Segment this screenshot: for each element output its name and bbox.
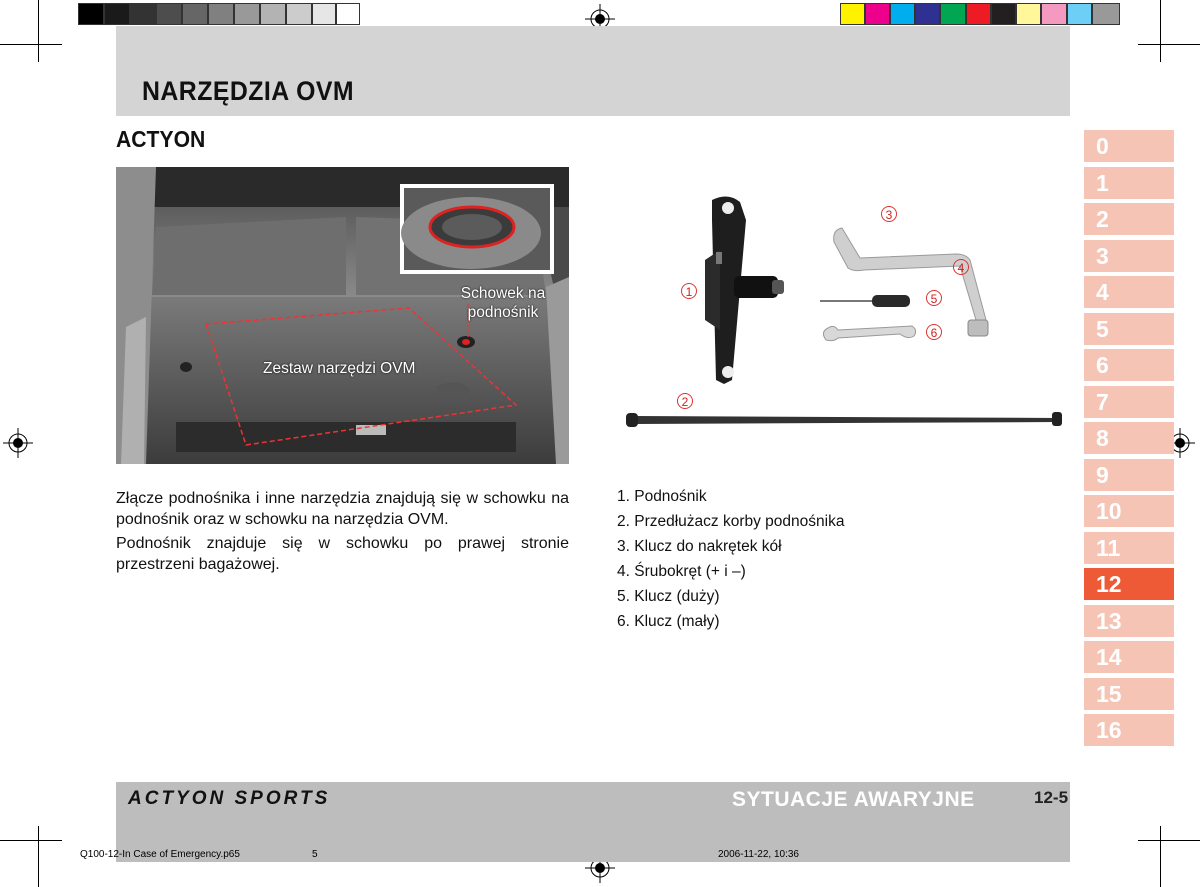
- crop-mark: [38, 826, 39, 887]
- list-item: 6. Klucz (mały): [617, 613, 720, 630]
- slug-page: 5: [312, 849, 318, 860]
- crop-mark: [1160, 0, 1161, 62]
- slug-date: 2006-11-22, 10:36: [718, 849, 799, 860]
- chapter-tab-9[interactable]: 9: [1084, 459, 1174, 491]
- callout-4: 4: [953, 259, 969, 275]
- storage-callout-label: Schowek na podnośnik: [460, 285, 546, 321]
- crop-mark: [38, 0, 39, 62]
- registration-mark: [3, 428, 33, 458]
- crop-mark: [0, 44, 62, 45]
- chapter-tab-10[interactable]: 10: [1084, 495, 1174, 527]
- page-title: NARZĘDZIA OVM: [142, 76, 355, 106]
- callout-6: 6: [926, 324, 942, 340]
- chapter-tab-3[interactable]: 3: [1084, 240, 1174, 272]
- crop-mark: [0, 840, 62, 841]
- chapter-tab-12[interactable]: 12: [1084, 568, 1174, 600]
- chapter-tab-0[interactable]: 0: [1084, 130, 1174, 162]
- crop-mark: [1160, 826, 1161, 887]
- list-item: 2. Przedłużacz korby podnośnika: [617, 513, 845, 530]
- toolkit-callout-label: Zestaw narzędzi OVM: [263, 360, 416, 377]
- list-item: 5. Klucz (duży): [617, 588, 720, 605]
- chapter-tab-13[interactable]: 13: [1084, 605, 1174, 637]
- brand-logo: ACTYON SPORTS: [128, 788, 331, 809]
- chapter-tab-5[interactable]: 5: [1084, 313, 1174, 345]
- chapter-tab-14[interactable]: 14: [1084, 641, 1174, 673]
- crop-mark: [1138, 44, 1200, 45]
- page-number: 12-5: [1034, 788, 1069, 807]
- footer-section-title: SYTUACJE AWARYJNE: [732, 788, 975, 811]
- chapter-tab-6[interactable]: 6: [1084, 349, 1174, 381]
- chapter-tab-11[interactable]: 11: [1084, 532, 1174, 564]
- callout-5: 5: [926, 290, 942, 306]
- body-paragraph: Podnośnik znajduje się w schowku po prawej stronie przestrzeni bagażowej.: [116, 535, 569, 573]
- chapter-tab-4[interactable]: 4: [1084, 276, 1174, 308]
- chapter-tab-1[interactable]: 1: [1084, 167, 1174, 199]
- callout-3: 3: [881, 206, 897, 222]
- callout-2: 2: [677, 393, 693, 409]
- chapter-tab-16[interactable]: 16: [1084, 714, 1174, 746]
- chapter-tab-2[interactable]: 2: [1084, 203, 1174, 235]
- crop-mark: [1138, 840, 1200, 841]
- list-item: 4. Śrubokręt (+ i –): [617, 563, 746, 580]
- chapter-tab-8[interactable]: 8: [1084, 422, 1174, 454]
- chapter-tab-15[interactable]: 15: [1084, 678, 1174, 710]
- chapter-tab-7[interactable]: 7: [1084, 386, 1174, 418]
- list-item: 3. Klucz do nakrętek kół: [617, 538, 782, 555]
- slug-filename: Q100-12-In Case of Emergency.p65: [80, 849, 240, 860]
- list-item: 1. Podnośnik: [617, 488, 707, 505]
- callout-1: 1: [681, 283, 697, 299]
- body-paragraph: Złącze podnośnika i inne narzędzia znajdują się w schowku na podnośnik oraz w schowku na narzędzia OVM.: [116, 490, 569, 528]
- section-title: ACTYON: [116, 126, 206, 152]
